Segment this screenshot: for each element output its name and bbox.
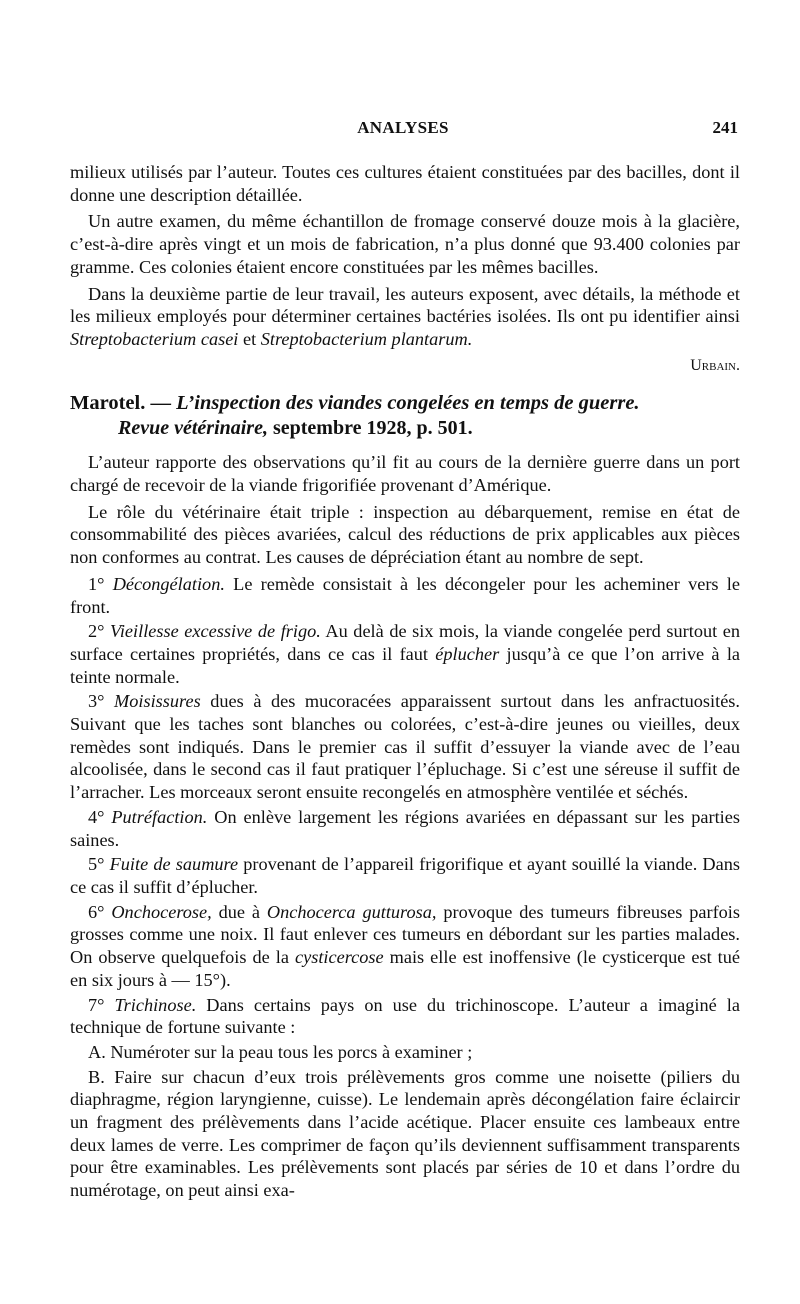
journal-name: Revue vétérinaire, [118,417,268,440]
list-item: 5° Fuite de saumure provenant de l’appareil frigorifique et ayant souillé la viande. Dans ce cas il suffit d’éplucher. [70,854,741,897]
list-item: 3° Moisissures dues à des mucoracées apparaissent surtout dans les anfractuosités. Suivant que les taches sont blanches ou colorées, c’est-à-dire jeunes ou vieilles, deux remèdes sont indiqués. Dans le premier cas il suffit d’essuyer la viande avec de l’eau alcoolisée, dans le second cas il faut pratiquer l’épluchage. Si c’est une séreuse il suffit de l’arracher. Les morceaux seront ensuite recongelés en atmosphère ventilée et séchés. [70,691,740,803]
list-item: 4° Putréfaction. On enlève largement les régions avariées en dépassant sur les parties saines. [70,806,740,850]
list-item: 6° Onchocerose, due à Onchocerca gutturosa, provoque des tumeurs fibreuses parfois grosses comme une noix. Il faut enlever ces tumeurs en débordant sur les parties malades. On observe quelquefois de la cysticercose mais elle est inoffensive (le cysticerque est tué en six jours à — 15°). [70,901,740,990]
article-author: Marotel. [70,392,146,415]
list-item: 2° Vieillesse excessive de frigo. Au delà de six mois, la viande congelée perd surtout en surface certaines propriétés, dans ce cas il faut éplucher jusqu’à ce que l’on arrive à la teinte normale. [70,621,741,687]
article-heading [70,391,740,441]
article-title: Marotel. — L’inspection des viandes congelées en temps de guerre. [70,392,640,415]
article-source: Revue vétérinaire, septembre 1928, p. 501. [118,417,473,440]
article-title-text: L’inspection des viandes congelées en temps de guerre. [176,392,640,415]
list-item: 7° Trichinose. Dans certains pays on use du trichinoscope. L’auteur a imaginé la technique de fortune suivante : [70,994,740,1038]
running-title: ANALYSES [357,118,449,137]
paragraph: Le rôle du vétérinaire était triple : inspection au débarquement, remise en état de consommabilité des pièces avariées, calcul des réductions de prix applicables aux pièces non conformes au contrat. Les causes de dépréciation étant au nombre de sept. [70,501,740,568]
paragraph: Dans la deuxième partie de leur travail, les auteurs exposent, avec détails, la méthode et les milieux employés pour déterminer certaines bactéries isolées. Ils ont pu identifier ainsi Streptobacterium casei et Streptobacterium plantarum. [70,283,740,349]
species-name: Streptobacterium casei [70,328,239,349]
paragraph: Un autre examen, du même échantillon de fromage conservé douze mois à la glacière, c’est-à-dire après vingt et un mois de fabrication, n’a plus donné que 93.400 colonies par gramme. Ces colonies étaient encore constituées par les mêmes bacilles. [70,211,740,277]
paragraph: L’auteur rapporte des observations qu’il fit au cours de la dernière guerre dans un port chargé de recevoir de la viande frigorifiée provenant d’Amérique. [70,452,740,496]
running-header [68,118,738,146]
step-item: B. Faire sur chacun d’eux trois prélèvements gros comme une noisette (piliers du diaphragme, région laryngienne, cuisse). Le lendemain après décongélation faire éclaircir un fragment des prélèvements dans l’acide acétique. Placer ensuite ces lambeaux entre deux lames de verre. Les comprimer de façon qu’ils deviennent suffisamment transparents pour être examinables. Les prélèvements sont placés par séries de 10 et dans l’ordre du numérotage, on peut ainsi exa- [70,1066,740,1201]
list-item: 1° Décongélation. Le remède consistait à les décongeler pour les acheminer vers le front. [70,573,740,617]
signature: Urbain. [690,356,740,374]
body-text [70,161,740,1202]
species-name: Streptobacterium plantarum. [260,328,473,349]
step-item: A. Numéroter sur la peau tous les porcs à examiner ; [88,1041,473,1062]
paragraph: milieux utilisés par l’auteur. Toutes ces cultures étaient constituées par des bacilles, dont il donne une description détaillée. [70,162,740,205]
page-number: 241 [712,118,738,137]
